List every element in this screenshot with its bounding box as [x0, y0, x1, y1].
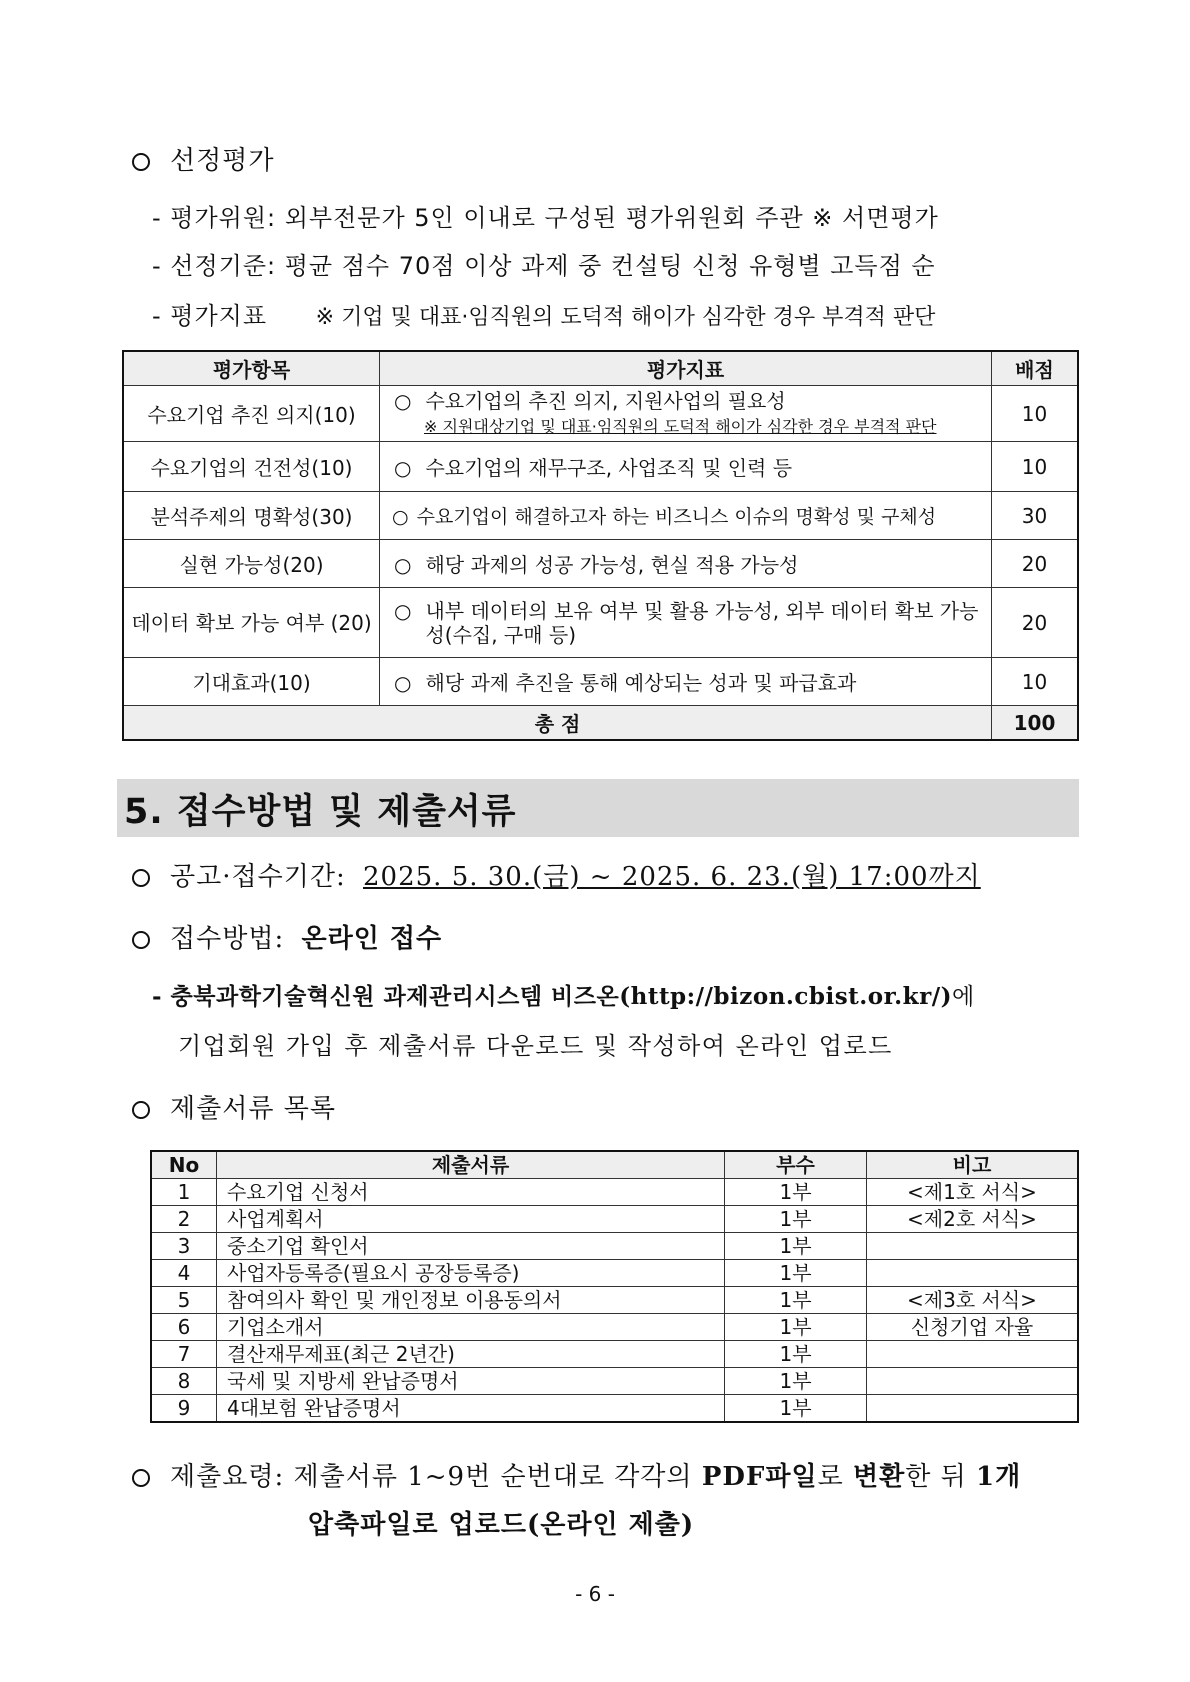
selection-heading: 선정평가 — [132, 140, 274, 177]
section-title: 5. 접수방법 및 제출서류 — [124, 792, 517, 832]
table-row: 2 사업계획서 1부 <제2호 서식> — [151, 1206, 1078, 1233]
documents-table — [150, 1150, 1079, 1423]
table-row: 7 결산재무제표(최근 2년간) 1부 — [151, 1341, 1078, 1368]
indicator-line: - 평가지표 ※ 기업 및 대표·임직원의 도덕적 해이가 심각한 경우 부격적 판단 — [152, 302, 936, 330]
period-line: 공고·접수기간: 2025. 5. 30.(금) ~ 2025. 6. 23.(월) 17:00까지 — [132, 856, 981, 893]
circle-bullet-icon: ○ — [392, 506, 409, 528]
page-number: - 6 - — [575, 1582, 615, 1606]
evaluation-table — [122, 350, 1079, 741]
circle-bullet-icon — [132, 153, 150, 171]
submission-line2: 압축파일로 업로드(온라인 제출) — [308, 1510, 695, 1540]
table-row: 실현 가능성(20) ○ 해당 과제의 성공 가능성, 현실 적용 가능성 20 — [123, 540, 1078, 588]
table-row: 1 수요기업 신청서 1부 <제1호 서식> — [151, 1179, 1078, 1206]
table-row: 분석주제의 명확성(30) ○ 수요기업이 해결하고자 하는 비즈니스 이슈의 명확성 및 구체성 30 — [123, 492, 1078, 540]
table-header-row: 평가항목 평가지표 배점 — [123, 351, 1078, 386]
table-row: 데이터 확보 가능 여부 (20) ○ 내부 데이터의 보유 여부 및 활용 가능성, 외부 데이터 확보 가능성(수집, 구매 등) 20 — [123, 588, 1078, 658]
circle-bullet-icon: ○ — [394, 598, 412, 623]
table-row: 수요기업의 건전성(10) ○ 수요기업의 재무구조, 사업조직 및 인력 등 10 — [123, 442, 1078, 492]
docs-heading: 제출서류 목록 — [132, 1088, 336, 1125]
table-row: 5 참여의사 확인 및 개인정보 이용동의서 1부 <제3호 서식> — [151, 1287, 1078, 1314]
table-row: 4 사업자등록증(필요시 공장등록증) 1부 — [151, 1260, 1078, 1287]
table-total-row: 총 점 100 — [123, 706, 1078, 741]
circle-bullet-icon: ○ — [394, 671, 412, 695]
method-line: 접수방법: 온라인 접수 — [132, 918, 442, 955]
circle-bullet-icon — [132, 869, 150, 887]
circle-bullet-icon: ○ — [394, 388, 412, 413]
circle-bullet-icon: ○ — [394, 456, 412, 480]
table-row: 수요기업 추진 의지(10) ○ 수요기업의 추진 의지, 지원사업의 필요성 ※ 지원대상기업 및 대표·임직원의 도덕적 해이가 심각한 경우 부격적 판단 10 — [123, 386, 1078, 442]
table-row: 6 기업소개서 1부 신청기업 자율 — [151, 1314, 1078, 1341]
table-header-row: No 제출서류 부수 비고 — [151, 1151, 1078, 1179]
evaluator-line: - 평가위원: 외부전문가 5인 이내로 구성된 평가위원회 주관 ※ 서면평가 — [152, 204, 939, 232]
table-row: 9 4대보험 완납증명서 1부 — [151, 1395, 1078, 1423]
table-row: 8 국세 및 지방세 완납증명서 1부 — [151, 1368, 1078, 1395]
circle-bullet-icon — [132, 1469, 150, 1487]
table-row: 기대효과(10) ○ 해당 과제 추진을 통해 예상되는 성과 및 파급효과 10 — [123, 658, 1078, 706]
method-detail-line2: 기업회원 가입 후 제출서류 다운로드 및 작성하여 온라인 업로드 — [178, 1032, 893, 1060]
circle-bullet-icon — [132, 931, 150, 949]
table-row: 3 중소기업 확인서 1부 — [151, 1233, 1078, 1260]
circle-bullet-icon: ○ — [394, 553, 412, 577]
method-detail: - 충북과학기술혁신원 과제관리시스템 비즈온(http://bizon.cbist.or.kr/)에 — [152, 983, 975, 1010]
submission-line: 제출요령: 제출서류 1~9번 순번대로 각각의 PDF파일로 변환한 뒤 1개 — [132, 1456, 1021, 1493]
circle-bullet-icon — [132, 1101, 150, 1119]
criteria-line: - 선정기준: 평균 점수 70점 이상 과제 중 컨설팅 신청 유형별 고득점 순 — [152, 252, 936, 280]
